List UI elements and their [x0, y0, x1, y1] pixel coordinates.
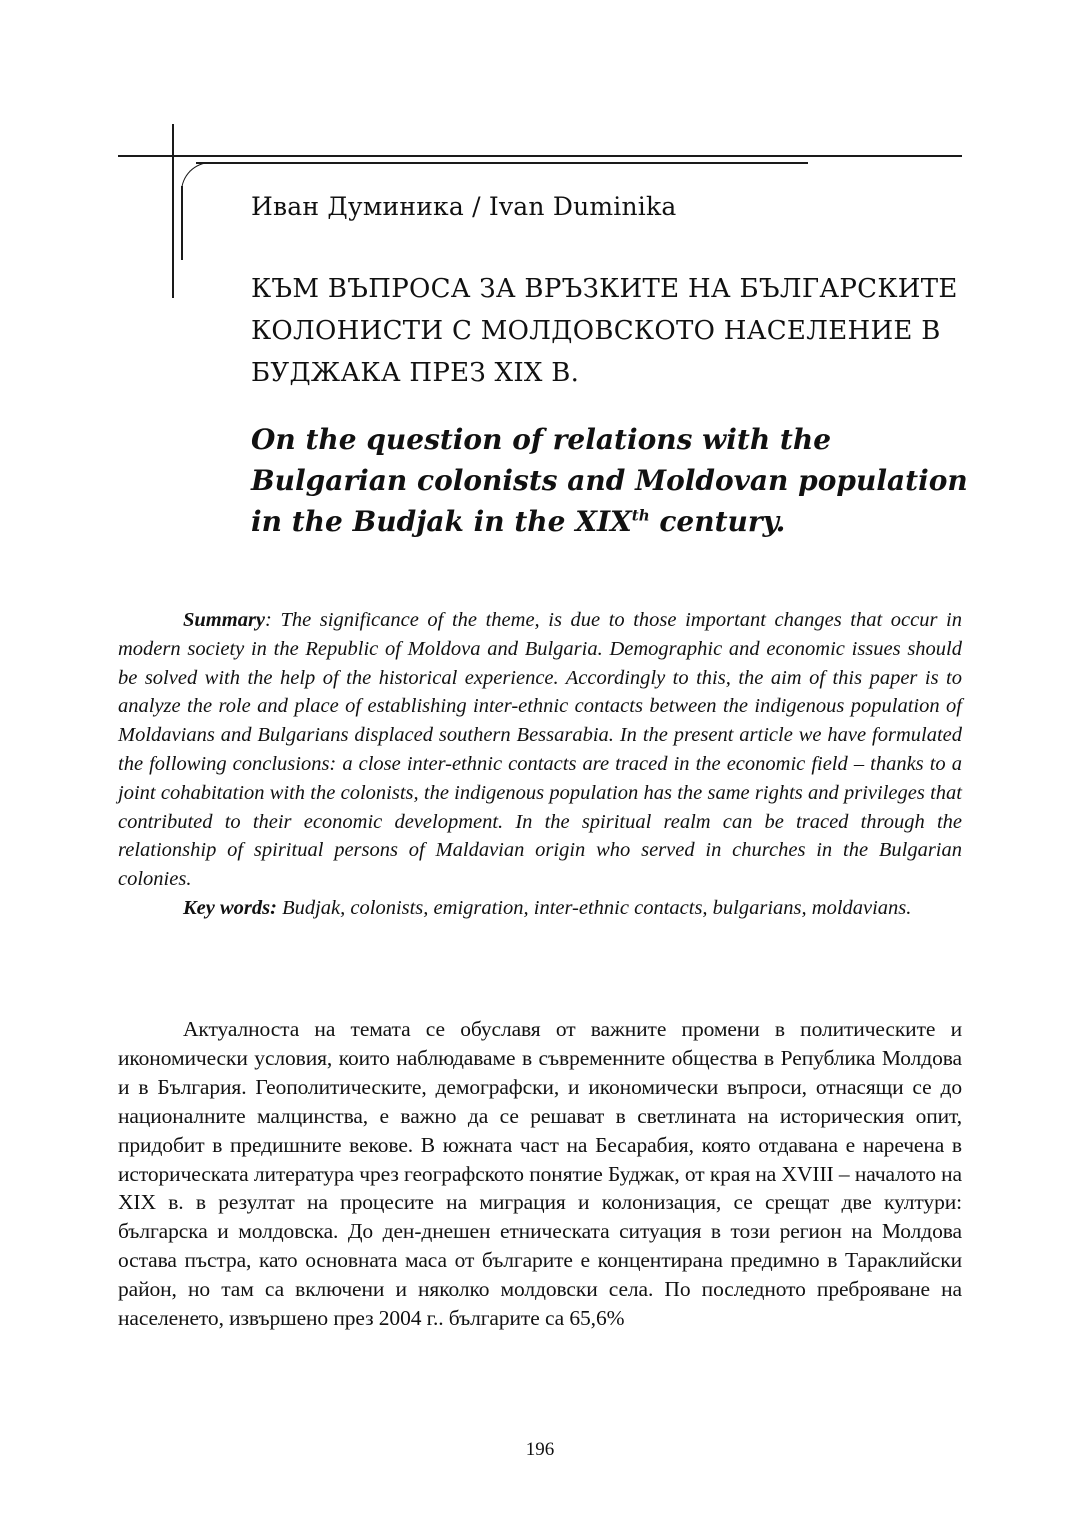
article-title-bulgarian: КЪМ ВЪПРОСА ЗА ВРЪЗКИТЕ НА БЪЛГАРСКИТЕ КОЛОНИСТИ С МОЛДОВСКОТО НАСЕЛЕНИЕ В БУДЖАКА ПРЕЗ XIX В.	[251, 274, 958, 388]
page-number: 196	[525, 1439, 555, 1460]
title-en-end: century.	[649, 505, 786, 538]
keywords-label: Key words:	[183, 896, 277, 919]
body-paragraph: Актуалноста на темата се обуславя от важните промени в политическите и икономически условия, които наблюдаваме в съвременните общества в Република Молдова и в България. Геополитическите, демографски, и икономически въпроси, отнасящи се до националните малцинства, е важно да се решават в светлината на историческия опит, придобит в предишните векове. В южната част на Бесарабия, която отдавана е наречена в историческата литература чрез географското понятие Буджак, от края на XVIII – началото на XIX в. в резултат на процесите на миграция и колонизация, се срещат две култури: българска и молдовска. До ден-днешен етническата ситуация в този регион на Молдова остава пъстра, като основната маса от българите е концентирана предимно в Тараклийски район, но там са включени и няколко молдовски села. По последното преброяване на населенето, извършено през 2004 г.. българите са 65,6%	[118, 1017, 962, 1331]
header-rule-inner-horizontal	[196, 162, 808, 164]
summary-paragraph	[118, 606, 962, 894]
summary-label: Summary	[183, 609, 266, 631]
article-title-english	[251, 419, 971, 542]
header-rule-vertical	[172, 124, 174, 298]
title-en-superscript: th	[631, 506, 650, 525]
abstract	[118, 606, 962, 923]
author-name: Иван Думиника / Ivan Duminika	[251, 192, 677, 221]
keywords-paragraph	[118, 894, 962, 923]
keywords-text: Budjak, colonists, emigration, inter-ethnic contacts, bulgarians, moldavians.	[276, 896, 912, 919]
header-rule-horizontal	[118, 155, 962, 157]
title-en-main: On the question of relations with the Bulgarian colonists and Moldovan population in the Budjak in the XIX	[251, 423, 968, 538]
header-corner-arc	[181, 162, 211, 202]
summary-text: : The significance of the theme, is due to those important changes that occur in modern society in the Republic of Moldova and Bulgaria. Demographic and economic issues should be solved with the help of the historical experience. Accordingly to this, the aim of this paper is to analyze the role and place of establishing inter-ethnic contacts between the indigenous population of Moldavians and Bulgarians displaced southern Bessarabia. In the present article we have formulated the following conclusions: a close inter-ethnic contacts are traced in the economic field – thanks to a joint cohabitation with the colonists, the indigenous population has the same rights and privileges that contributed to their economic development. In the spiritual realm can be traced through the relationship of spiritual persons of Maldavian origin who served in churches in the Bulgarian colonies.	[118, 609, 962, 891]
